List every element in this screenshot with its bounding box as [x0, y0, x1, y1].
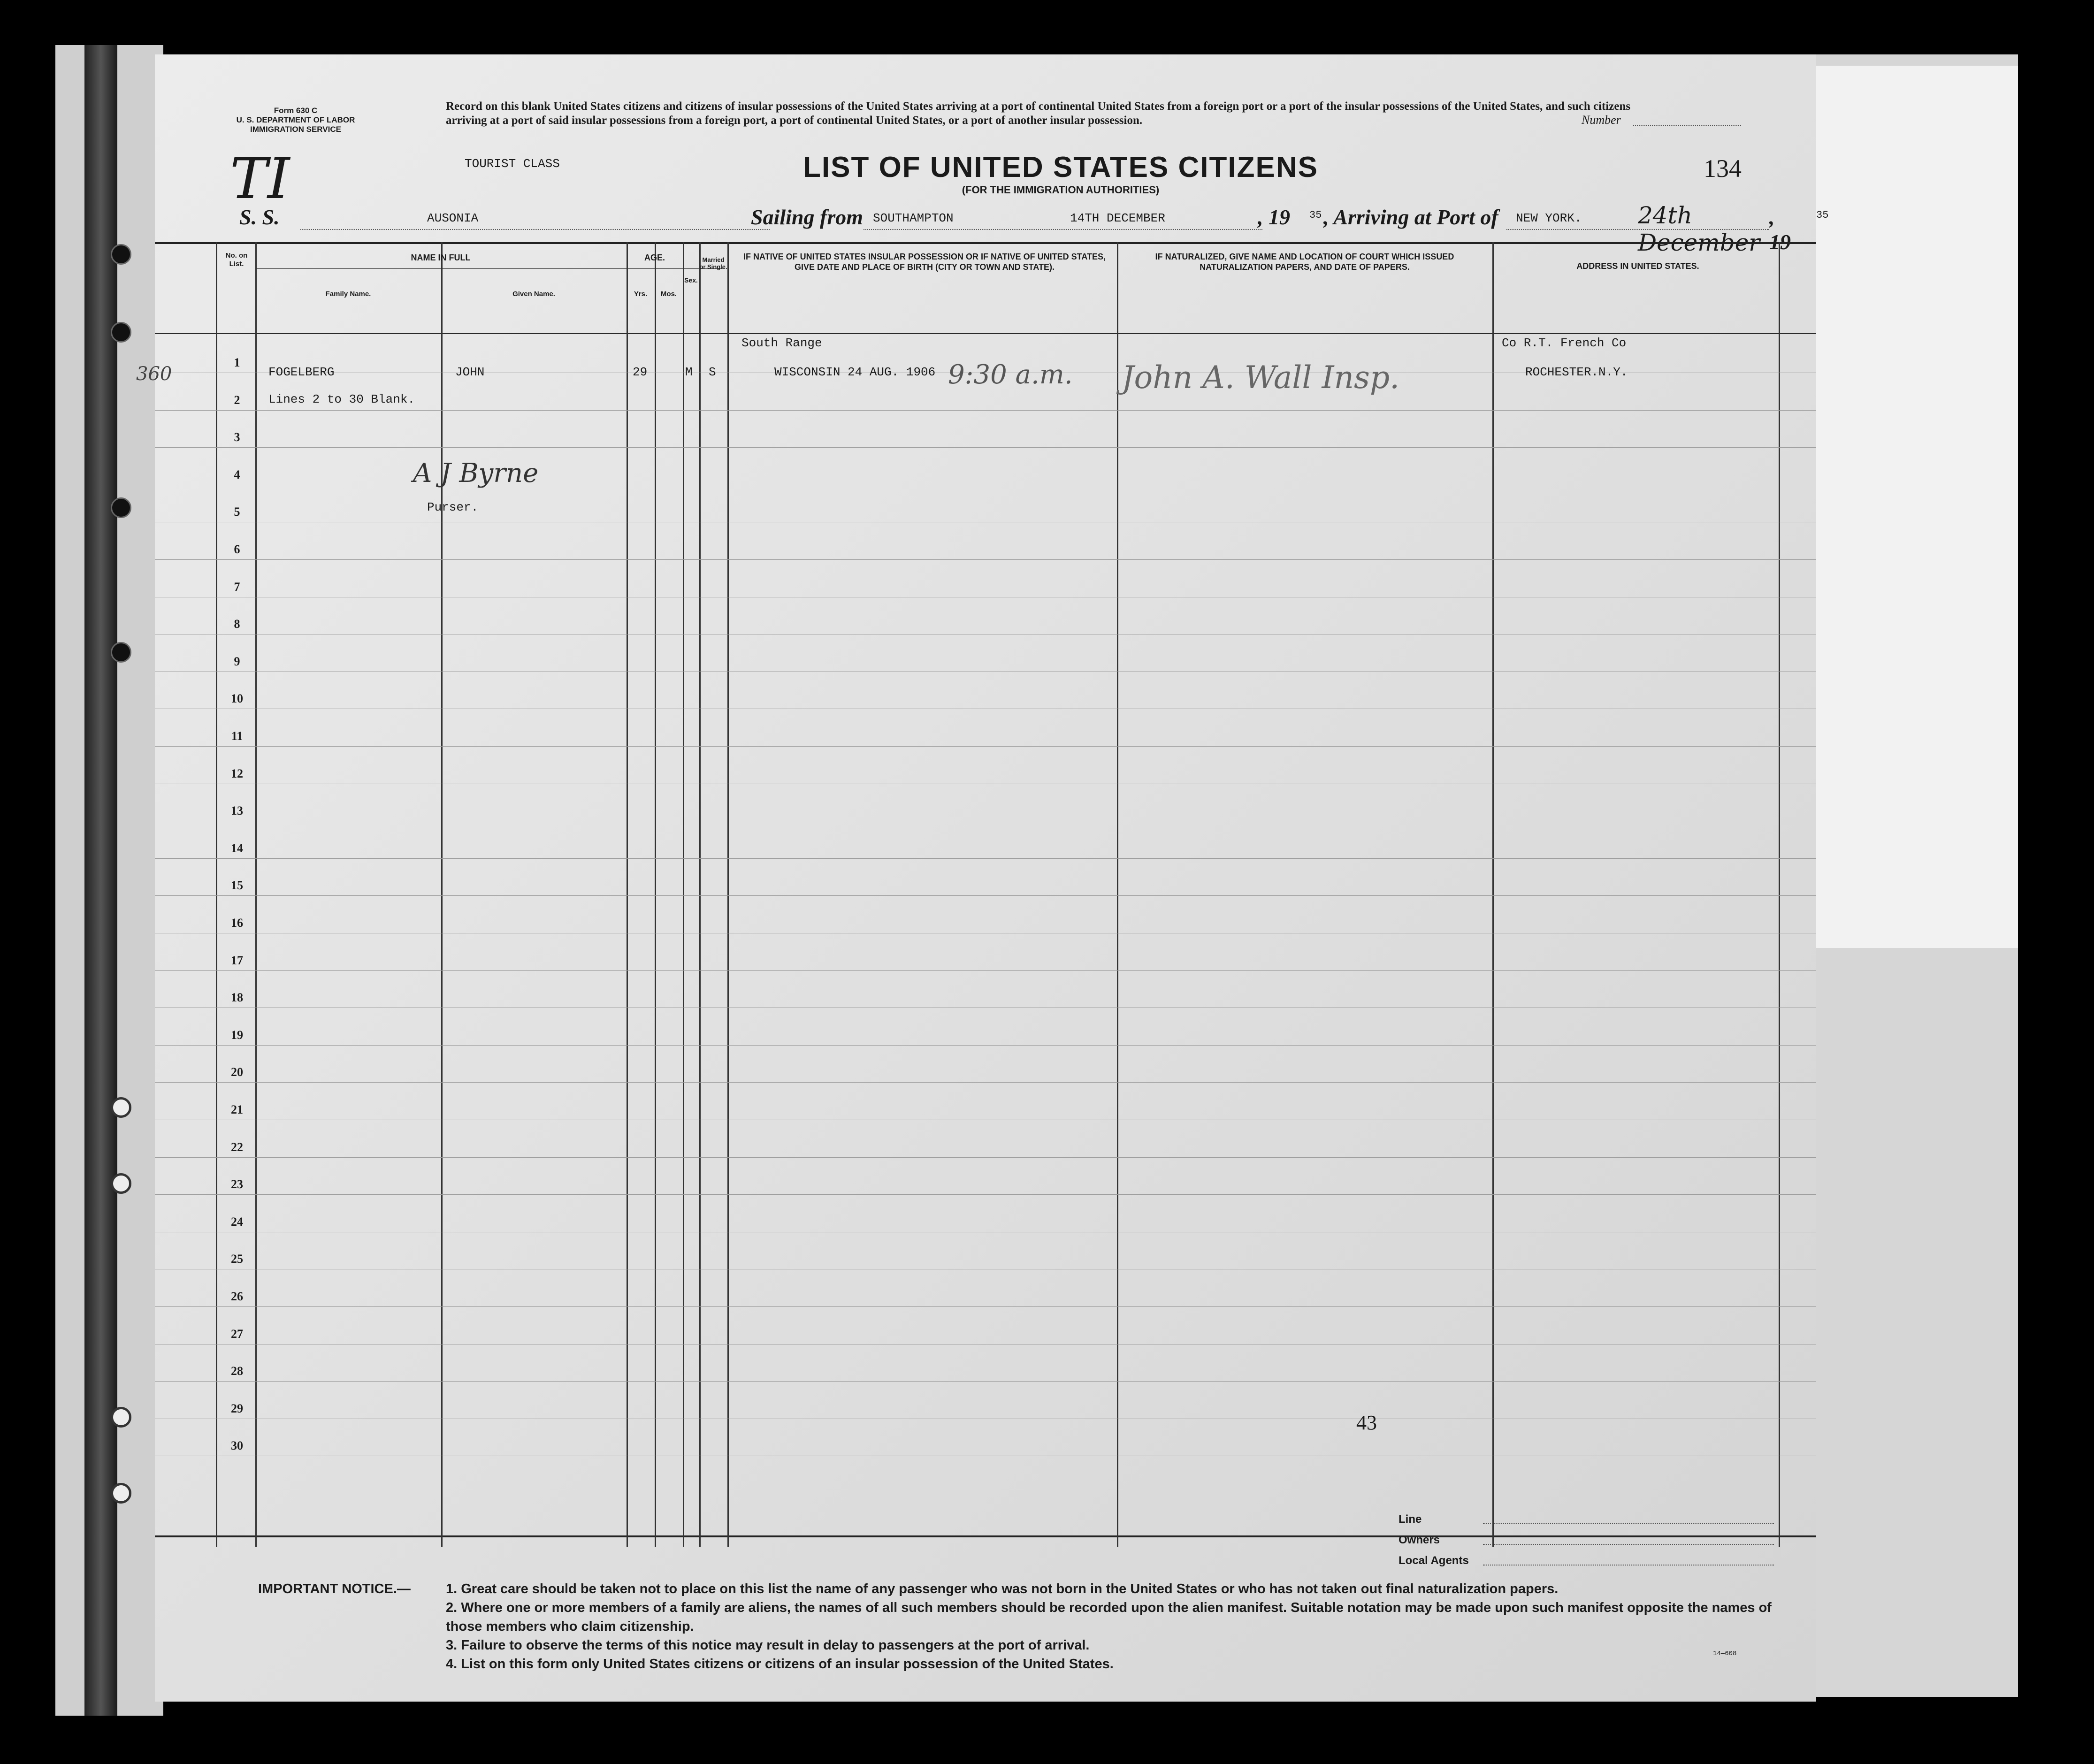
given-name-cell: JOHN: [455, 365, 485, 379]
sailing-port-line: [864, 229, 1262, 230]
table-top-rule: [155, 242, 1816, 244]
row-number: 7: [234, 580, 240, 594]
header-months: Mos.: [660, 290, 677, 298]
column-rule: [441, 242, 443, 1547]
ss-label: S. S.: [239, 205, 280, 229]
binder-hole: [111, 1173, 131, 1194]
purser-label: Purser.: [427, 500, 479, 514]
inspection-time: 9:30 a.m.: [948, 359, 1073, 390]
row-number: 21: [231, 1103, 243, 1116]
row-number: 15: [231, 878, 243, 893]
row-number: 1: [234, 356, 240, 369]
form-identifier: [183, 106, 408, 134]
binder-hole: [111, 322, 131, 343]
row-number: 6: [234, 542, 240, 556]
binder-hole: [111, 1097, 131, 1118]
ship-name: AUSONIA: [427, 211, 479, 225]
owners-label: Owners: [1399, 1534, 1440, 1546]
page-subtitle: (FOR THE IMMIGRATION AUTHORITIES): [962, 184, 1160, 196]
notice-item: 3. Failure to observe the terms of this notice may result in delay to passengers at the port of arrival.: [446, 1638, 1090, 1653]
row-number: 9: [234, 654, 240, 668]
arrival-port: NEW YORK.: [1516, 211, 1582, 225]
header-bottom-rule: [155, 333, 1816, 334]
header-naturalization: IF NATURALIZED, GIVE NAME AND LOCATION OF COURT WHICH ISSUED NATURALIZATION PAPERS, AND DATE OF PAPERS.: [1155, 252, 1454, 272]
row-number: 22: [231, 1140, 243, 1154]
row-number: 19: [231, 1028, 243, 1042]
header-name-in-full: NAME IN FULL: [411, 253, 471, 262]
voyage-line: [239, 202, 1829, 256]
binder-hole: [111, 642, 131, 663]
row-number: 20: [231, 1065, 243, 1079]
header-years: Yrs.: [634, 290, 648, 298]
header-birth-info: IF NATIVE OF UNITED STATES INSULAR POSSESSION OR IF NATIVE OF UNITED STATES, GIVE DATE AND PLACE OF BIRTH (CITY OR TOWN AND STATE).: [743, 252, 1106, 272]
binder-hole: [111, 497, 131, 518]
row-number: 16: [231, 916, 243, 930]
row-number: 10: [231, 692, 243, 706]
header-sex: Sex.: [684, 276, 698, 284]
row-number: 3: [234, 430, 240, 444]
notice-list: [446, 1580, 1807, 1673]
row-rule: [155, 746, 1816, 747]
form-number: Form 630 C: [274, 106, 318, 115]
family-name-cell: FOGELBERG: [268, 365, 335, 379]
notice-heading: IMPORTANT NOTICE.—: [258, 1581, 411, 1596]
year-prefix: , 19: [1769, 205, 1791, 254]
line-field: [1399, 1509, 1774, 1530]
print-code: 14—608: [1713, 1650, 1737, 1657]
column-rule: [1117, 242, 1118, 1547]
handwritten-class-mark: TI: [230, 146, 290, 212]
column-rule: [655, 242, 656, 1547]
notice-item: 1. Great care should be taken not to place on this list the name of any passenger who was not born in the United States or who has not taken out final naturalization papers.: [446, 1581, 1559, 1596]
subheader-rule: [255, 268, 723, 269]
address-line2-cell: ROCHESTER.N.Y.: [1525, 365, 1628, 379]
column-rule: [1492, 242, 1494, 1547]
column-rule: [727, 242, 729, 1547]
agent-fields: [1399, 1509, 1774, 1571]
right-blank-page: [1811, 66, 2018, 948]
ship-name-line: [300, 229, 770, 230]
age-years-cell: 29: [633, 365, 648, 379]
row-rule: [155, 1381, 1816, 1382]
margin-mark: 360: [136, 363, 172, 385]
row-number: 13: [231, 804, 243, 818]
row-number: 11: [231, 729, 243, 743]
passenger-table: [136, 242, 1816, 1547]
column-rule: [683, 242, 684, 1547]
owners-field-underline: [1483, 1544, 1774, 1545]
row-rule: [155, 895, 1816, 896]
notice-item: 4. List on this form only United States citizens or citizens of an insular possession of the United States.: [446, 1657, 1114, 1672]
local-agents-label: Local Agents: [1399, 1554, 1469, 1567]
inspector-signature: John A. Wall Insp.: [1122, 359, 1400, 396]
row-number: 23: [231, 1177, 243, 1191]
service-name: IMMIGRATION SERVICE: [250, 125, 341, 134]
row-number: 30: [231, 1439, 243, 1453]
row-number: 5: [234, 505, 240, 519]
stamp-number: 43: [1356, 1411, 1377, 1434]
row-number: 27: [231, 1327, 243, 1341]
class-label: TOURIST CLASS: [465, 157, 560, 171]
row-rule: [155, 970, 1816, 971]
header-married-single: Married or Single.: [699, 256, 727, 270]
address-line1-cell: Co R.T. French Co: [1502, 336, 1627, 350]
row-number: 12: [231, 766, 243, 780]
row-rule: [155, 447, 1816, 448]
column-rule: [627, 242, 628, 1547]
row-rule: [155, 1045, 1816, 1046]
arriving-label: , Arriving at Port of: [1323, 205, 1498, 229]
arrival-year: 35: [1816, 209, 1829, 221]
line-label: Line: [1399, 1513, 1422, 1526]
header-family-name: Family Name.: [325, 290, 371, 298]
row-number: 26: [231, 1290, 243, 1303]
row-rule: [155, 1194, 1816, 1195]
header-age: AGE.: [644, 253, 665, 262]
page-number: 134: [1704, 154, 1742, 183]
row-number: 8: [234, 617, 240, 631]
number-field: [1633, 125, 1741, 126]
row-number: 25: [231, 1252, 243, 1266]
row-number: 17: [231, 953, 243, 967]
header-address: ADDRESS IN UNITED STATES.: [1576, 261, 1699, 271]
record-instructions: Record on this blank United States citizens and citizens of insular possessions of the United States arriving at a port of continental United States from a foreign port or a port of the insular possessions of the United States, and such citizens arriving at a port of said insular possessions from a foreign port, a port of continental United States, or a port of another insular possession.: [446, 100, 1631, 127]
column-rule: [699, 242, 701, 1547]
local-agents-field: [1399, 1550, 1774, 1571]
binder-hole: [111, 1407, 131, 1428]
binder-hole: [111, 1483, 131, 1504]
manifest-sheet: [136, 54, 1829, 1702]
row-number: 4: [234, 467, 240, 481]
notice-item: 2. Where one or more members of a family are aliens, the names of all such members should be recorded upon the alien manifest. Suitable notation may be made upon such manifest opposite the names of those members who claim citizenship.: [446, 1600, 1772, 1634]
birth-town-cell: South Range: [741, 336, 822, 350]
sex-cell: M: [685, 365, 693, 379]
page-title: LIST OF UNITED STATES CITIZENS: [803, 151, 1318, 183]
row-rule: [155, 1306, 1816, 1307]
owners-field: [1399, 1530, 1774, 1550]
row-rule: [155, 858, 1816, 859]
arrival-date: 24th December: [1638, 202, 1760, 256]
departure-port: SOUTHAMPTON: [873, 211, 954, 225]
row-rule: [155, 1157, 1816, 1158]
row-rule: [155, 410, 1816, 411]
married-single-cell: S: [709, 365, 716, 379]
birth-detail-cell: WISCONSIN 24 AUG. 1906: [774, 365, 936, 379]
line-field-underline: [1483, 1523, 1774, 1524]
binder-hole: [111, 244, 131, 265]
row-number: 14: [231, 841, 243, 855]
departure-date: 14TH DECEMBER: [1070, 211, 1165, 225]
row-number: 29: [231, 1401, 243, 1415]
header-given-name: Given Name.: [512, 290, 555, 298]
row-number: 28: [231, 1364, 243, 1378]
binding-spine: [84, 45, 117, 1716]
department-name: U. S. DEPARTMENT OF LABOR: [236, 115, 355, 124]
column-rule: [1779, 242, 1780, 1547]
row-number: 24: [231, 1214, 243, 1229]
row-number: 2: [234, 393, 240, 407]
blank-lines-note: Lines 2 to 30 Blank.: [268, 392, 415, 406]
year-prefix: , 19: [1258, 205, 1290, 229]
header-no-on-list: No. on List.: [225, 252, 248, 268]
number-label: Number: [1582, 113, 1621, 127]
purser-signature: A J Byrne: [413, 458, 539, 489]
sailing-label: Sailing from: [751, 205, 864, 229]
row-rule: [155, 559, 1816, 560]
row-rule: [155, 1082, 1816, 1083]
departure-year: 35: [1309, 209, 1322, 221]
row-number: 18: [231, 991, 243, 1005]
